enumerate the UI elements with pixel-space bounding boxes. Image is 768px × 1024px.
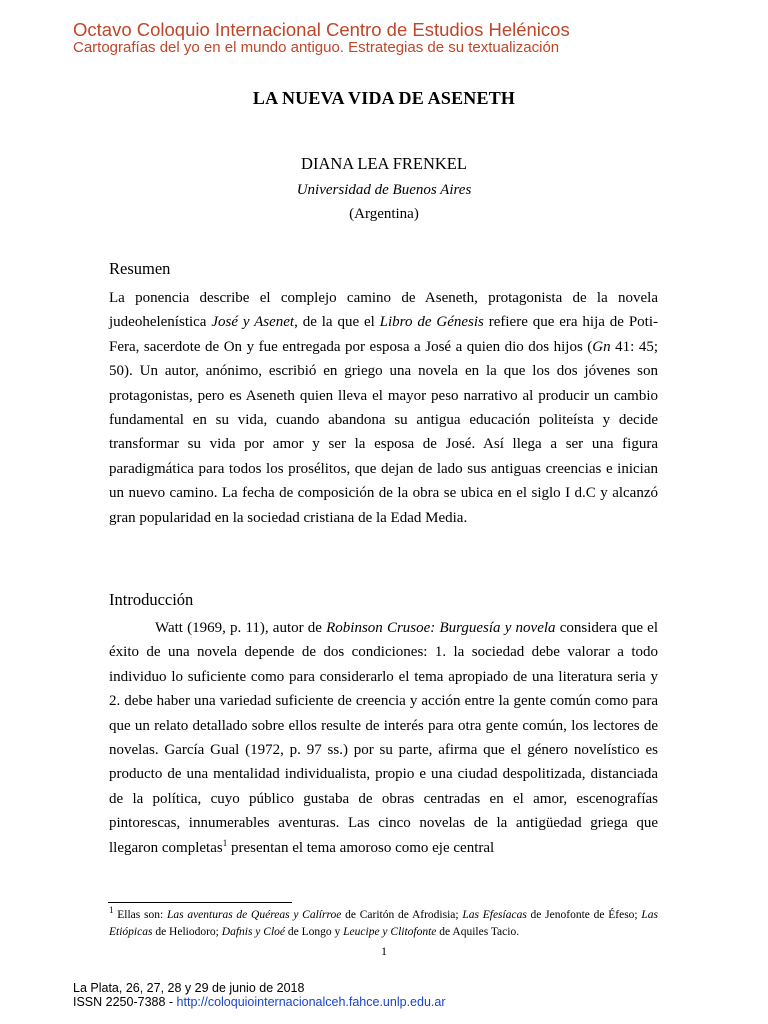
footnote-marker[interactable]: 1 <box>222 837 228 848</box>
issn-text: ISSN 2250-7388 - <box>73 995 177 1009</box>
introduction-heading: Introducción <box>109 590 194 609</box>
footer-dates: La Plata, 26, 27, 28 y 29 de junio de 2018 <box>73 981 305 995</box>
article-title: LA NUEVA VIDA DE ASENETH <box>252 88 516 108</box>
conference-subtitle: Cartografías del yo en el mundo antiguo. Estrategias de su textualización <box>73 39 560 56</box>
abstract-paragraph: La ponencia describe el complejo camino de Aseneth, protagonista de la novela judeohelenística José y Asenet, de la que el Libro de Génesis refiere que era hija de Poti-Fera, sacerdote de On y fue entregada por esposa a José a quien dio dos hijos (Gn 41: 45; 50). Un autor, anónimo, escribió en griego una novela en la que los dos jóvenes son protagonistas, pero es Aseneth quien lleva el mayor peso narrativo al producir un cambio fundamental en su vida, cuando abandona su antigua educación politeísta y decide transformar su vida por amor y ser la esposa de José. Así llega a ser una figura paradigmática para todos los prosélitos, que dejan de lado sus antiguas creencias e inician un nuevo camino. La fecha de composición de la obra se ubica en el siglo I d.C y alcanzó gran popularidad en la sociedad cristiana de la Edad Media. <box>109 290 658 526</box>
author-affiliation: Universidad de Buenos Aires <box>296 182 472 198</box>
conference-title: Octavo Coloquio Internacional Centro de Estudios Helénicos <box>73 19 570 40</box>
footer-issn <box>73 995 446 1009</box>
footnote: $^1$ Ellas son: Las aventuras de Quéreas y Calírroe de Caritón de Afrodisia; Las Efesíacas de Jenofonte de Éfeso; Las Etiópicas de Heliodoro; Dafnis y Cloé de Longo y Leucipe y Clitofonte de Aquiles Tacio. <box>109 905 658 938</box>
page-number: 1 <box>381 944 387 958</box>
author-country: (Argentina) <box>349 206 419 222</box>
introduction-paragraph: Watt (1969, p. 11), autor de Robinson Crusoe: Burguesía y novela considera que el éxito de una novela depende de dos condiciones: 1. la sociedad debe valorar a todo individuo lo suficiente como para considerarlo el tema apropiado de una literatura seria y 2. debe haber una variedad suficiente de creencia y acción entre la gente común como para que un relato detallado sobre ellos resulte de interés para otra gente común, los lectores de novelas. García Gual (1972, p. 97 ss.) por su parte, afirma que el género novelístico es producto de una mentalidad individualista, propio e una ciudad despolitizada, distanciada de la política, cuyo público gustaba de obras centradas en el amor, escenografías pintorescas, innumerables aventuras. Las cinco novelas de la antigüedad griega que llegaron completas$^1$ presentan el tema amoroso como eje central <box>109 620 658 856</box>
footnote-separator <box>108 902 292 903</box>
abstract-heading: Resumen <box>109 259 171 278</box>
footer-url-link[interactable]: http://coloquiointernacionalceh.fahce.unlp.edu.ar <box>176 995 446 1009</box>
author-name: DIANA LEA FRENKEL <box>301 154 467 173</box>
